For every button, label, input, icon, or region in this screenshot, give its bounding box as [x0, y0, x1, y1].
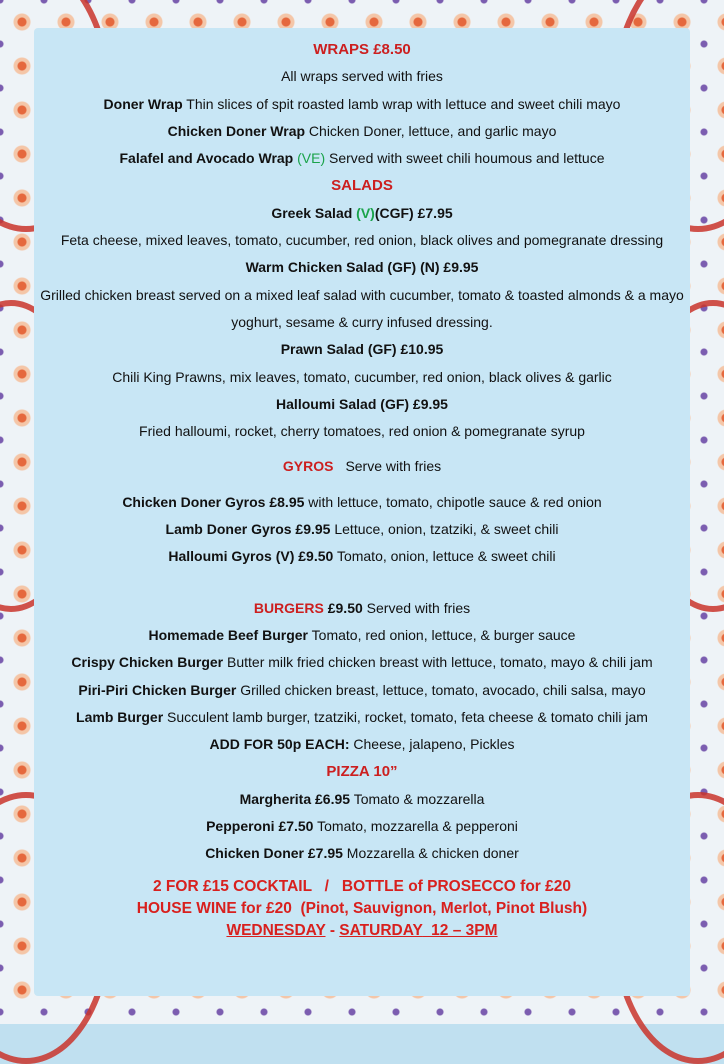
menu-item — [34, 200, 690, 227]
burgers-price: £9.50 — [323, 599, 363, 616]
item-name: Prawn Salad (GF) £10.95 — [280, 341, 444, 358]
menu-item — [34, 704, 690, 731]
promo-day-end: SATURDAY — [339, 921, 423, 939]
item-desc: Chili King Prawns, mix leaves, tomato, cucumber, red onion, black olives & garlic — [112, 368, 612, 385]
addon-items: Cheese, jalapeno, Pickles — [349, 736, 515, 753]
promo-day-sep: - — [325, 921, 340, 939]
promo-day-start: WEDNESDAY — [226, 921, 326, 939]
item-name: Chicken Doner £7.95 — [205, 845, 343, 862]
item-name: Chicken Doner Gyros £8.95 — [122, 493, 305, 510]
item-desc: Grilled chicken breast, lettuce, tomato, avocado, chili salsa, mayo — [236, 681, 646, 698]
menu-item — [34, 489, 690, 516]
promo-house-wine: HOUSE WINE for £20 (Pinot, Sauvignon, Merlot, Pinot Blush) — [136, 899, 588, 917]
item-name: Chicken Doner Wrap — [167, 122, 306, 139]
item-desc: with lettuce, tomato, chipotle sauce & red onion — [304, 493, 602, 510]
wraps-note: All wraps served with fries — [281, 68, 443, 85]
item-desc: Chicken Doner, lettuce, and garlic mayo — [305, 122, 557, 139]
burgers-note: Served with fries — [362, 599, 471, 616]
item-desc: Thin slices of spit roasted lamb wrap with lettuce and sweet chili mayo — [182, 95, 621, 112]
item-name: Falafel and Avocado Wrap — [119, 150, 298, 167]
item-desc: Mozzarella & chicken doner — [342, 845, 519, 862]
item-name: Homemade Beef Burger — [148, 626, 309, 643]
menu-content — [34, 36, 690, 942]
burgers-heading: BURGERS — [253, 599, 324, 616]
menu-item — [34, 543, 690, 570]
item-desc: Grilled chicken breast served on a mixed leaf salad with cucumber, tomato & toasted almonds & a mayo yoghurt, sesame & curry infused dressing. — [40, 286, 684, 330]
wraps-heading: WRAPS £8.50 — [313, 41, 411, 58]
item-name: Greek Salad — [271, 204, 357, 221]
menu-item — [34, 622, 690, 649]
addon-label: ADD FOR 50p EACH: — [209, 736, 350, 753]
vegan-tag: (VE) — [297, 150, 326, 167]
pizza-heading: PIZZA 10” — [326, 763, 398, 781]
item-name: Halloumi Salad (GF) £9.95 — [276, 395, 448, 412]
item-desc: Butter milk fried chicken breast with lettuce, tomato, mayo & chili jam — [223, 654, 653, 671]
menu-item — [34, 118, 690, 145]
item-desc: Lettuce, onion, tzatziki, & sweet chili — [330, 521, 559, 538]
promo-days — [34, 920, 690, 942]
item-desc: Tomato & mozzarella — [350, 790, 485, 807]
item-name: Lamb Burger — [76, 708, 164, 725]
menu-item — [34, 516, 690, 543]
menu-item — [34, 649, 690, 676]
item-desc: Tomato, red onion, lettuce, & burger sauce — [308, 626, 576, 643]
promo-time: 12 – 3PM — [422, 921, 498, 939]
gyros-note: Serve with fries — [345, 458, 442, 475]
item-name: Crispy Chicken Burger — [71, 654, 224, 671]
gyros-heading: GYROS — [282, 458, 334, 475]
menu-item — [34, 786, 690, 813]
menu-item — [34, 145, 690, 172]
burgers-heading-row — [34, 595, 690, 622]
item-price: (CGF) £7.95 — [374, 204, 453, 221]
gyros-heading-row — [34, 453, 690, 480]
item-name: Lamb Doner Gyros £9.95 — [165, 521, 331, 538]
item-name: Pepperoni £7.50 — [206, 818, 314, 835]
item-desc: Served with sweet chili houmous and lettuce — [325, 150, 605, 167]
menu-item — [34, 677, 690, 704]
item-desc: Fried halloumi, rocket, cherry tomatoes, red onion & pomegranate syrup — [139, 423, 585, 440]
vegetarian-tag: (V) — [356, 204, 375, 221]
item-desc: Succulent lamb burger, tzatziki, rocket, tomato, feta cheese & tomato chili jam — [163, 708, 648, 725]
item-desc: Tomato, onion, lettuce & sweet chili — [333, 548, 556, 565]
item-name: Halloumi Gyros (V) £9.50 — [168, 548, 334, 565]
item-name: Piri-Piri Chicken Burger — [78, 681, 237, 698]
item-name: Doner Wrap — [103, 95, 183, 112]
burger-addons — [34, 731, 690, 758]
menu-item — [34, 91, 690, 118]
salads-heading: SALADS — [331, 177, 393, 195]
promo-cocktail-prosecco: 2 FOR £15 COCKTAIL / BOTTLE of PROSECCO for £20 — [153, 877, 571, 895]
item-desc: Tomato, mozzarella & pepperoni — [313, 818, 518, 835]
menu-item — [34, 813, 690, 840]
item-desc: Feta cheese, mixed leaves, tomato, cucumber, red onion, black olives and pomegranate dressing — [60, 232, 664, 249]
menu-item — [34, 840, 690, 867]
item-name: Warm Chicken Salad (GF) (N) £9.95 — [245, 259, 479, 276]
item-name: Margherita £6.95 — [239, 790, 351, 807]
